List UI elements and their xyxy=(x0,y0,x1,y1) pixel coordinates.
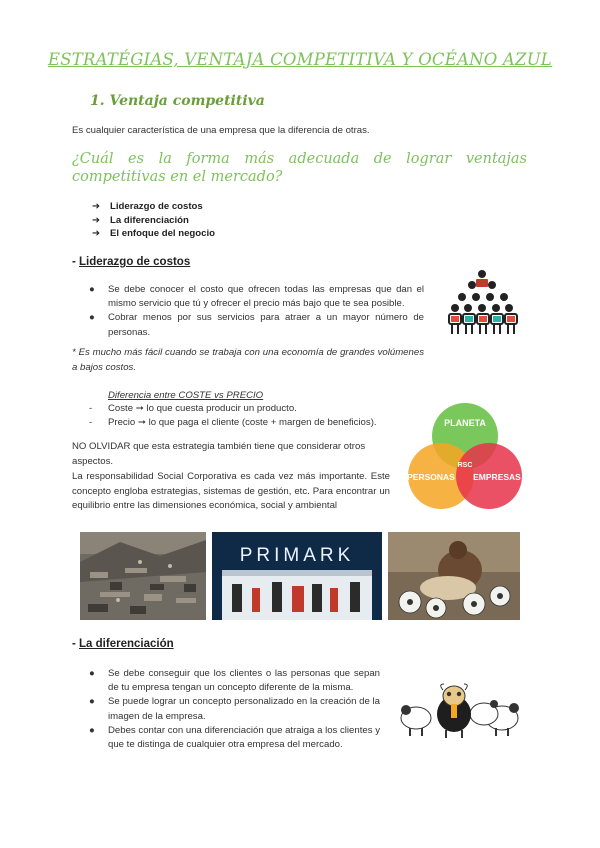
list-item: ➔ El enfoque del negocio xyxy=(92,228,216,240)
arrow-icon: ➔ xyxy=(92,201,101,212)
sheep-illustration xyxy=(398,680,524,740)
section-heading-ventaja: 1. Ventaja competitiva xyxy=(90,93,265,109)
venn-label-center: RSC xyxy=(457,462,473,469)
arrow-icon: ➔ xyxy=(92,214,101,226)
reminder-text: NO OLVIDAR que esta estrategia también tiene que considerar otros aspectos. xyxy=(72,441,366,467)
primark-store-photo xyxy=(212,532,382,620)
list-item: ● Se debe conseguir que los clientes o las personas que sepan de tu empresa tengan un concepto diferente de la misma. xyxy=(89,668,380,694)
section-heading-diferenciacion: - La diferenciación xyxy=(72,638,174,650)
venn-label-right: EMPRESAS xyxy=(473,472,521,482)
collapsed-building-photo xyxy=(80,532,206,620)
list-item: ● Debes contar con una diferenciación que atraiga a los clientes y que te distinga de cualquier otra empresa del mercado. xyxy=(89,724,380,751)
diff-title: Diferencia entre COSTE vs PRECIO xyxy=(108,390,264,401)
rsc-text: La responsabilidad Social Corporativa es cada vez más importante. Este concepto engloba estrategias, sistemas de gestión, etc. Para encontrar un equilibrio entre las dimensiones económica, social y ambiental xyxy=(72,471,390,511)
primark-sign-text: PRIMARK xyxy=(239,545,355,566)
note-text: * Es mucho más fácil cuando se trabaja con una economía de grandes volúmenes a bajos costos. xyxy=(72,347,424,373)
list-item: ● Cobrar menos por sus servicios para atraer a un mayor número de personas. xyxy=(89,312,424,338)
venn-label-top: PLANETA xyxy=(444,418,486,428)
arrow-icon: ➔ xyxy=(92,228,101,240)
list-item: - Coste ➞ lo que cuesta producir un producto. xyxy=(89,403,297,414)
list-item: ➔ La diferenciación xyxy=(92,214,189,226)
strategy-list xyxy=(92,200,215,241)
document-title: ESTRATÉGIAS, VENTAJA COMPETITIVA Y OCÉANO AZUL xyxy=(48,50,552,69)
question-heading: ¿Cuál es la forma más adecuada de lograr ventajas competitivas en el mercado? xyxy=(72,151,527,185)
list-item: ● Se debe conocer el costo que ofrecen todas las empresas que dan el mismo servicio que tú y ofrecer el precio más bajo que te sea posible. xyxy=(89,284,424,310)
diferenciacion-bullets xyxy=(89,667,380,752)
diff-list xyxy=(89,402,428,430)
list-item: ➔ Liderazgo de costos xyxy=(92,201,203,212)
football-workers-photo xyxy=(388,532,520,620)
liderazgo-bullets xyxy=(89,283,424,340)
intro-text: Es cualquier característica de una empresa que la diferencia de otras. xyxy=(72,125,370,136)
venn-label-left: PERSONAS xyxy=(407,472,455,482)
list-item: - Precio ➞ lo que paga el cliente (coste + margen de beneficios). xyxy=(89,417,377,429)
people-pyramid-icon xyxy=(446,268,518,340)
rsc-venn-diagram xyxy=(404,402,526,514)
list-item: ● Se puede lograr un concepto personalizado en la creación de la imagen de la empresa. xyxy=(89,696,380,722)
section-heading-liderazgo: - Liderazgo de costos xyxy=(72,256,191,268)
